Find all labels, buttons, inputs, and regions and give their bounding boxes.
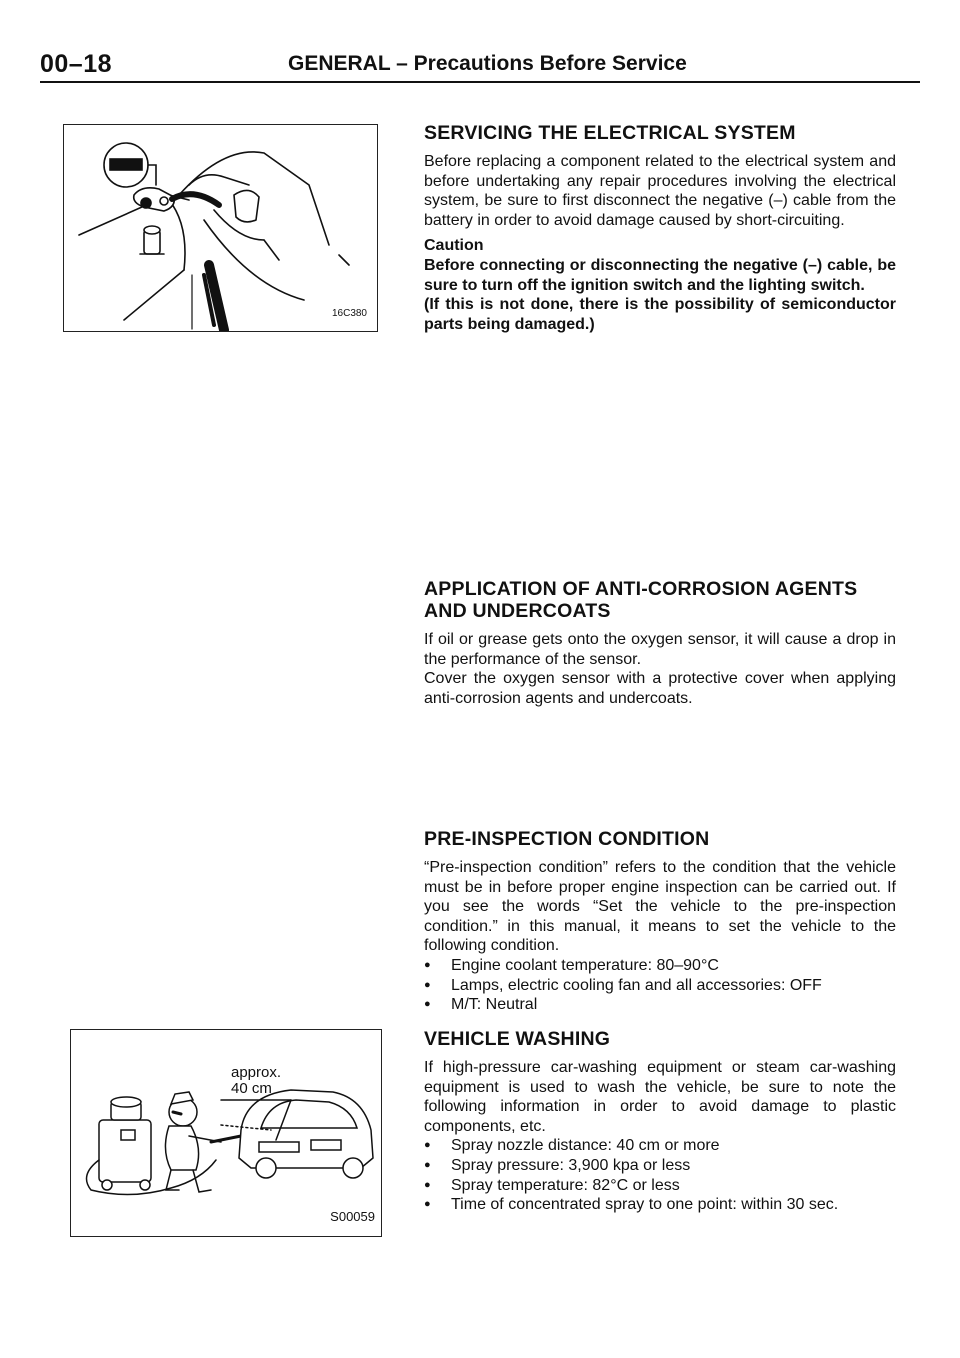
header-divider — [40, 81, 920, 83]
caution-heading: Caution — [424, 237, 484, 255]
page-header — [40, 50, 920, 86]
section-heading: PRE-INSPECTION CONDITION — [424, 828, 710, 850]
battery-cable-illustration — [63, 124, 378, 332]
caution-body: Before connecting or disconnecting the negative (–) cable, be sure to turn off the ignition switch and the lighting switch. — [424, 256, 896, 294]
battery-cable-drawing — [64, 125, 377, 331]
list-item: ● Spray nozzle distance: 40 cm or more — [424, 1136, 896, 1156]
section-body: Cover the oxygen sensor with a protective cover when applying anti-corrosion agents and undercoats. — [424, 670, 896, 707]
section-body: Before replacing a component related to the electrical system and before undertaking any repair procedures involving the electrical system, be sure to first disconnect the negative (–) cable from the battery in order to avoid damage caused by short-circuiting. — [424, 153, 896, 229]
section-body: If high-pressure car-washing equipment or steam car-washing equipment is used to wash the vehicle, be sure to note the following information in order to avoid damage to plastic components, etc. — [424, 1059, 896, 1135]
section-anticorrosion — [424, 578, 896, 708]
section-body: “Pre-inspection condition” refers to the condition that the vehicle must be in before proper engine inspection can be carried out. If you see the words “Set the vehicle to the pre-inspection condition.” in this manual, it means to set the vehicle to the following condition. — [424, 859, 896, 955]
distance-label-line2: 40 cm — [231, 1080, 272, 1097]
section-heading: SERVICING THE ELECTRICAL SYSTEM — [424, 122, 796, 144]
figure-code: 16C380 — [331, 308, 367, 319]
section-heading: VEHICLE WASHING — [424, 1028, 611, 1050]
list-item: ● Engine coolant temperature: 80–90°C — [424, 956, 896, 976]
section-heading-line1: APPLICATION OF ANTI-CORROSION AGENTS — [424, 578, 858, 600]
figure-code: S00059 — [330, 1209, 375, 1224]
car-washing-illustration — [70, 1029, 382, 1237]
section-preinspection — [424, 828, 896, 1015]
section-heading-line2: AND UNDERCOATS — [424, 600, 611, 622]
list-item: ● Spray pressure: 3,900 kpa or less — [424, 1156, 896, 1176]
car-washing-drawing — [71, 1030, 381, 1236]
list-item: ● Spray temperature: 82°C or less — [424, 1176, 896, 1196]
section-washing — [424, 1028, 896, 1215]
condition-list — [424, 956, 896, 1015]
section-body: If oil or grease gets onto the oxygen sensor, it will cause a drop in the performance of the sensor. — [424, 631, 896, 668]
washing-list — [424, 1136, 896, 1214]
caution-note: (If this is not done, there is the possibility of semiconductor parts being damaged.) — [424, 296, 896, 333]
list-item: ● Lamps, electric cooling fan and all accessories: OFF — [424, 976, 896, 996]
list-item: ● Time of concentrated spray to one point: within 30 sec. — [424, 1195, 896, 1215]
page-title: GENERAL – Precautions Before Service — [288, 52, 687, 75]
page-number: 00–18 — [40, 50, 113, 78]
section-electrical — [424, 122, 896, 334]
distance-label-line1: approx. — [231, 1064, 282, 1081]
list-item: ● M/T: Neutral — [424, 995, 896, 1015]
